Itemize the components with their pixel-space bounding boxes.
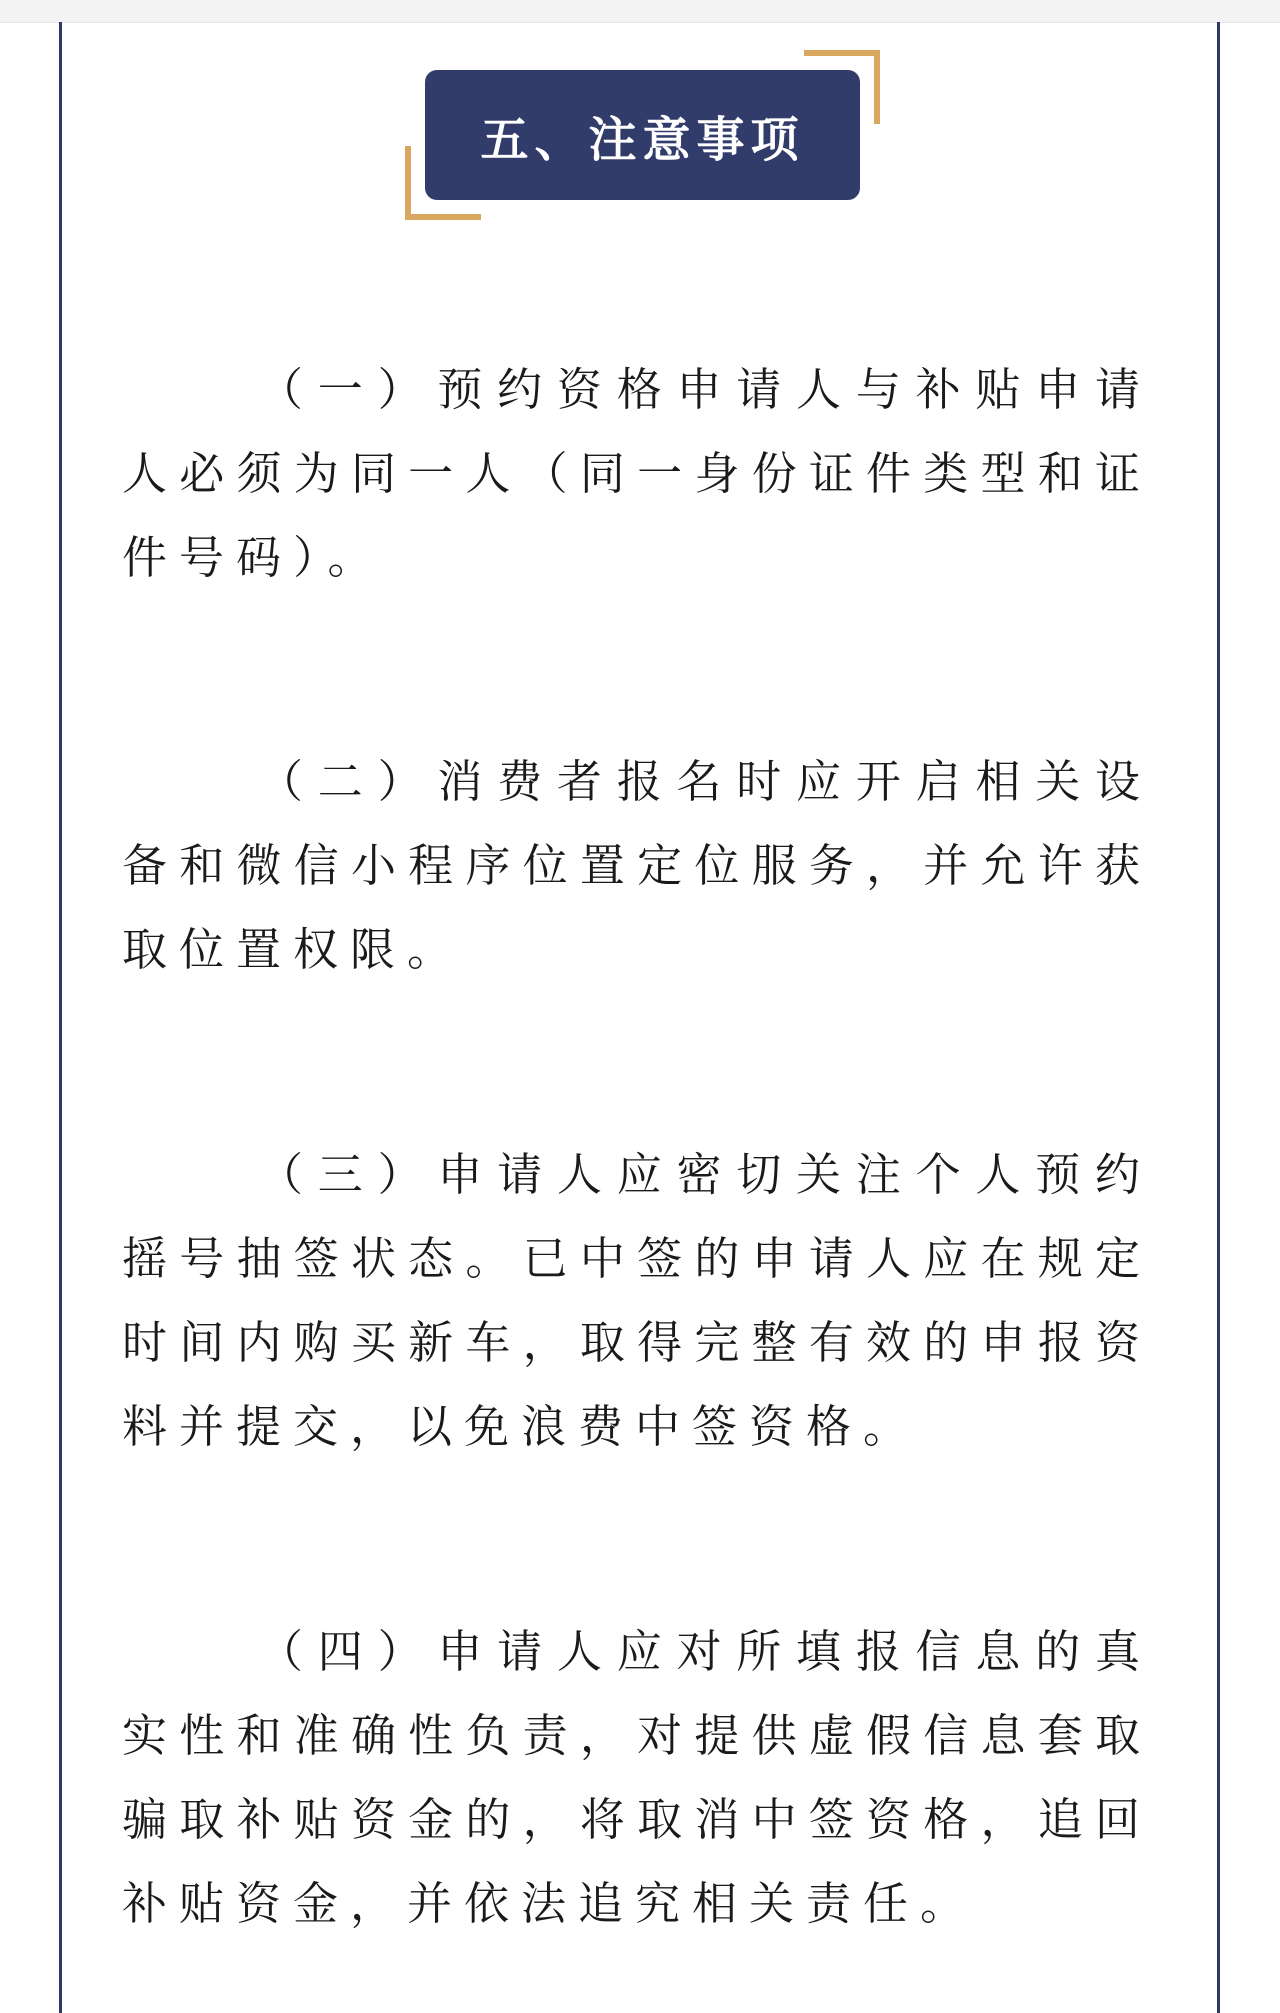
notice-item-4: （四）申请人应对所填报信息的真实性和准确性负责，对提供虚假信息套取骗取补贴资金的，将取消中签资格，追回补贴资金，并依法追究相关责任。 xyxy=(122,1625,1152,1930)
section-heading xyxy=(405,50,880,220)
heading-box xyxy=(425,70,860,200)
frame-right-border xyxy=(1217,22,1220,2013)
notice-item-3: （三）申请人应密切关注个人预约摇号抽签状态。已中签的申请人应在规定时间内购买新车，取得完整有效的申报资料并提交，以免浪费中签资格。 xyxy=(122,1148,1152,1453)
notice-item-1: （一）预约资格申请人与补贴申请人必须为同一人（同一身份证件类型和证件号码）。 xyxy=(122,363,1152,584)
frame-left-border xyxy=(59,22,62,2013)
heading-title: 五、注意事项 xyxy=(480,111,805,168)
notice-item-2: （二）消费者报名时应开启相关设备和微信小程序位置定位服务，并允许获取位置权限。 xyxy=(122,755,1152,976)
top-strip xyxy=(0,0,1280,23)
